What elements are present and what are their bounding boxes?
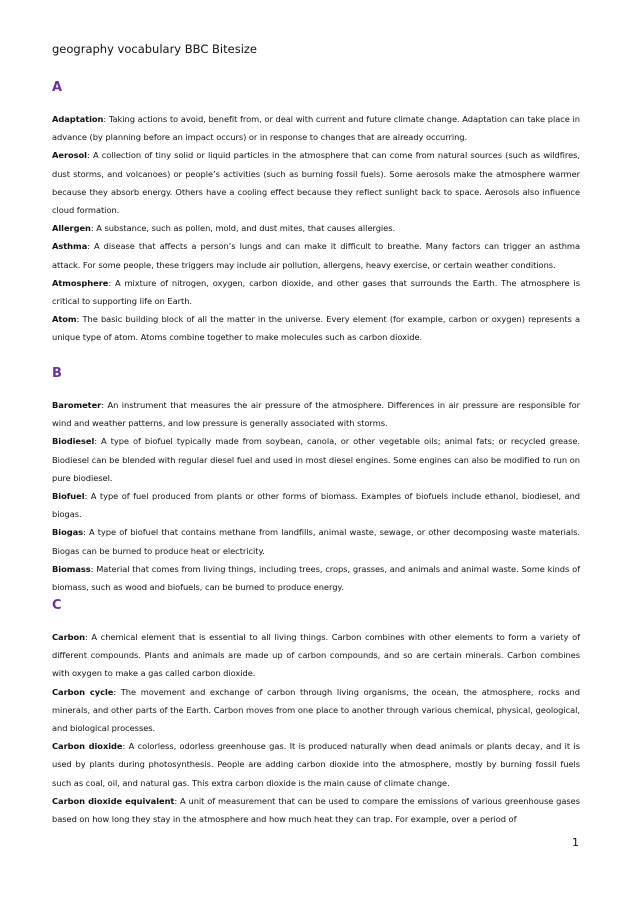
term: Asthma [52,241,88,252]
term: Allergen [52,223,91,234]
definition: : Material that comes from living things, including trees, crops, grasses, and animals and animal waste. Some kinds of biomass, such as wood and biofuels, can be burned to produce energy. [52,563,580,593]
glossary-entry-biodiesel [52,432,580,487]
term: Aerosol [52,150,87,161]
definition: : The movement and exchange of carbon through living organisms, the ocean, the atmosphere, rocks and minerals, and other parts of the Earth. Carbon moves from one place to another through various chemical, physical, geological, and biological processes. [52,686,580,734]
definition: : A disease that affects a person’s lungs and can make it difficult to breathe. Many factors can trigger an asthma attack. For some people, these triggers may include air pollution, allergens, heavy exercise, or certain weather conditions. [52,241,580,270]
term: Carbon dioxide [52,741,123,752]
glossary-entry-allergen [52,219,580,237]
glossary-entry-asthma [52,237,580,273]
definition: : A substance, such as pollen, mold, and dust mites, that causes allergies. [90,223,396,234]
term: Atmosphere [52,277,109,288]
glossary-entry-barometer [52,396,580,432]
section-a [52,80,580,347]
section-letter: A [52,80,63,95]
definition: : A mixture of nitrogen, oxygen, carbon dioxide, and other gases that surrounds the Earth. The atmosphere is critical to supporting life on Earth. [52,277,580,307]
glossary-entry-carbon-dioxide-equivalent [52,792,580,828]
glossary-entry-atom [52,310,580,346]
definition: : A colorless, odorless greenhouse gas. It is produced naturally when dead animals or plants decay, and it is used by plants during photosynthesis. People are adding carbon dioxide into the atmosphere, mostly by burning fossil fuels such as coal, oil, and natural gas. This extra carbon dioxide is the main cause of climate change. [52,741,580,788]
glossary-entry-aerosol [52,146,580,219]
page-number: 1 [572,836,579,849]
definition: : A type of fuel produced from plants or other forms of biomass. Examples of biofuels include ethanol, biodiesel, and biogas. [52,491,580,520]
term: Biodiesel [52,436,95,447]
term: Carbon [52,632,86,642]
glossary-entry-adaptation [52,110,580,146]
term: Barometer [52,400,102,410]
term: Carbon cycle [52,686,114,697]
definition: : The basic building block of all the matter in the universe. Every element (for example, carbon or oxygen) represents a unique type of atom. Atoms combine together to make molecules such as carbon dioxide. [52,314,580,343]
definition: : A unit of measurement that can be used to compare the emissions of various greenhouse gases based on how long they stay in the atmosphere and how much heat they can trap. For example, over a period of [52,795,581,825]
glossary-entry-biogas [52,523,580,559]
definition: : A type of biofuel typically made from soybean, canola, or other vegetable oils; animal fats; or recycled grease. Biodiesel can be blended with regular diesel fuel and used in most diesel engines. Some engines can also be modified to run on pure biodiesel. [52,436,580,483]
glossary-entry-carbon-cycle [52,683,580,738]
section-letter: B [52,366,62,381]
document-title: geography vocabulary BBC Bitesize [52,42,257,56]
definition: : A collection of tiny solid or liquid particles in the atmosphere that can come from natural sources (such as wildfires, dust storms, and volcanoes) or people’s activities (such as burning fossil fuels). Some aerosols make the atmosphere warmer because they absorb energy. Others have a cooling effect because they reflect sunlight back to space. Aerosols also influence cloud formation. [52,150,580,216]
definition: : An instrument that measures the air pressure of the atmosphere. Differences in air pressure are responsible for wind and weather patterns, and low pressure is generally associated with storms. [52,400,580,429]
term: Carbon dioxide equivalent [52,795,175,806]
term: Atom [52,314,77,325]
definition: : A type of biofuel that contains methane from landfills, animal waste, sewage, or other decomposing waste materials. Biogas can be burned to produce heat or electricity. [52,527,580,556]
glossary-entry-biofuel [52,487,580,523]
glossary-entry-carbon-dioxide [52,737,580,792]
glossary-entry-atmosphere [52,274,580,310]
section-c [52,598,580,828]
definition: : Taking actions to avoid, benefit from, or deal with current and future climate change. Adaptation can take place in advance (by planning before an impact occurs) or in response to changes that are already occurring. [52,114,580,143]
term: Biomass [52,563,91,574]
glossary-entry-biomass [52,560,580,596]
glossary-entry-carbon [52,628,580,683]
section-b [52,366,580,596]
term: Adaptation [52,114,104,124]
definition: : A chemical element that is essential to all living things. Carbon combines with other elements to form a variety of different compounds. Plants and animals are made up of carbon compounds, and so are certain minerals. Carbon combines with oxygen to make a gas called carbon dioxide. [52,632,580,679]
term: Biofuel [52,491,85,502]
term: Biogas [52,527,84,538]
section-letter: C [52,598,62,613]
